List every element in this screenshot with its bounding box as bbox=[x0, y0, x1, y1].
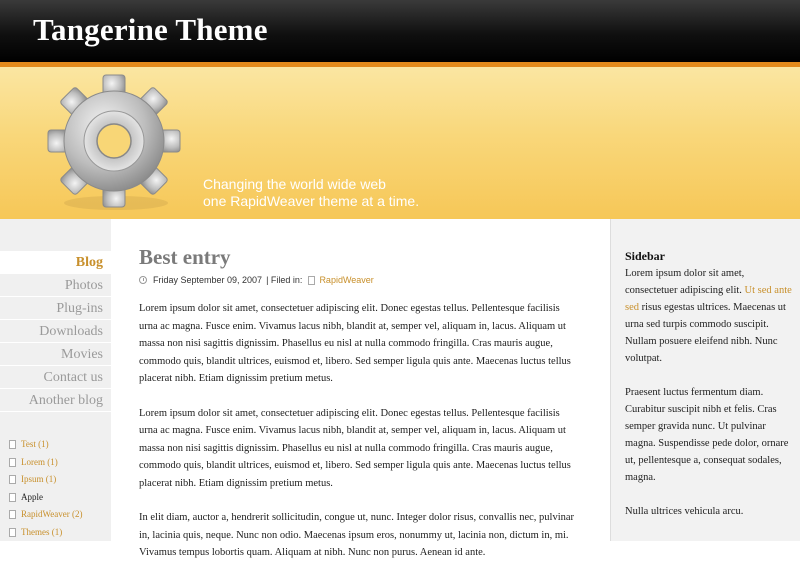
nav-item-downloads[interactable]: Downloads bbox=[0, 320, 111, 343]
category-item[interactable] bbox=[9, 436, 109, 454]
document-icon bbox=[9, 475, 16, 484]
site-title[interactable]: Tangerine Theme bbox=[33, 12, 268, 47]
category-label[interactable]: Ipsum (1) bbox=[21, 474, 57, 484]
tagline-line-1: Changing the world wide web bbox=[203, 176, 386, 192]
category-item[interactable] bbox=[9, 524, 109, 542]
main-nav bbox=[0, 251, 111, 412]
sidebar-paragraph: Nulla ultrices vehicula arcu. bbox=[625, 506, 744, 517]
category-item[interactable] bbox=[9, 454, 109, 472]
clock-icon bbox=[139, 276, 147, 284]
sidebar-text: Lorem ipsum dolor sit amet, consectetuer adipiscing elit. bbox=[625, 268, 745, 296]
nav-item-movies[interactable]: Movies bbox=[0, 343, 111, 366]
category-label[interactable]: Themes (1) bbox=[21, 526, 63, 537]
tagline bbox=[203, 176, 419, 210]
gear-icon bbox=[44, 75, 184, 215]
filed-in-label: | Filed in: bbox=[266, 275, 303, 285]
post-paragraph: Lorem ipsum dolor sit amet, consectetuer adipiscing elit. Donec egestas tellus. Pellentesque facilisis urna ac magna. Fusce enim. Vivamus lacus nibh, blandit at, semper vel, aliquam in, lacus. Aliquam ut massa non nisi sagittis dignissim. Phasellus eu nisl at nulla commodo fringilla. Cras mauris augue, commodo quis, blandit ultrices, euismod et, libero. Sed semper ligula quis ante. Maecenas luctus tellus placerat nibh. Etiam dignissim pretium metus. bbox=[139, 407, 571, 489]
category-item[interactable] bbox=[9, 471, 109, 489]
tagline-line-2: one RapidWeaver theme at a time. bbox=[203, 193, 420, 209]
nav-item-plug-ins[interactable]: Plug-ins bbox=[0, 297, 111, 320]
sidebar-text: risus egestas ultrices. Maecenas ut urna sed turpis commodo suscipit. Nullam posuere eleifend nibh. Nunc volutpat. bbox=[625, 302, 786, 364]
nav-item-blog[interactable]: Blog bbox=[0, 251, 111, 274]
category-item bbox=[9, 489, 109, 507]
post-date: Friday September 09, 2007 bbox=[153, 275, 263, 285]
header-bar bbox=[0, 0, 800, 62]
sidebar-paragraph bbox=[625, 265, 795, 367]
post-paragraph: In elit diam, auctor a, hendrerit sollicitudin, congue ut, nunc. Integer dolor risus, convallis nec, pulvinar in, lacinia quis, neque. Nunc non odio. Maecenas ipsum eros, nonummy ut, lacinia non, dictum in, mi. Vivamus tempus lobortis quam. Aliquam at nibh. Nunc non purus. Aenean id ante. bbox=[139, 512, 575, 558]
category-label[interactable]: RapidWeaver (2) bbox=[21, 509, 83, 519]
document-icon bbox=[9, 493, 16, 502]
document-icon bbox=[9, 528, 16, 537]
post-paragraph: Lorem ipsum dolor sit amet, consectetuer adipiscing elit. Donec egestas tellus. Pellentesque facilisis urna ac magna. Fusce enim. Vivamus lacus nibh, blandit at, semper vel, aliquam in, lacus. Aliquam ut massa non nisi sagittis dignissim. Phasellus eu nisl at nulla commodo fringilla. Cras mauris augue, commodo quis, blandit ultrices, euismod et, libero. Sed semper ligula quis ante. Maecenas luctus tellus placerat nibh. Etiam dignissim pretium metus. bbox=[139, 303, 571, 384]
sidebar-link[interactable]: Ut sed ante sed bbox=[625, 285, 792, 313]
post-meta bbox=[139, 272, 579, 288]
category-label[interactable]: Lorem (1) bbox=[21, 456, 58, 467]
nav-item-another-blog[interactable]: Another blog bbox=[0, 389, 111, 412]
category-list bbox=[9, 436, 109, 541]
document-icon bbox=[308, 276, 315, 285]
post bbox=[139, 245, 579, 562]
sidebar-title: Sidebar bbox=[625, 249, 666, 263]
nav-item-contact-us[interactable]: Contact us bbox=[0, 366, 111, 389]
document-icon bbox=[9, 510, 16, 519]
category-item[interactable] bbox=[9, 506, 109, 524]
document-icon bbox=[9, 440, 16, 449]
nav-item-photos[interactable]: Photos bbox=[0, 274, 111, 297]
document-icon bbox=[9, 458, 16, 467]
sidebar bbox=[610, 219, 800, 541]
category-label: Apple bbox=[21, 491, 43, 502]
post-category-link[interactable]: RapidWeaver bbox=[319, 275, 374, 285]
category-label[interactable]: Test (1) bbox=[21, 439, 49, 449]
sidebar-paragraph: Praesent luctus fermentum diam. Curabitur suscipit nibh et felis. Cras semper gravida nunc. Ut pulvinar magna. Suspendisse pede dolor, ornare ut, pellentesque a, consequat sodales, magna. bbox=[625, 387, 789, 483]
post-title[interactable]: Best entry bbox=[139, 245, 231, 269]
